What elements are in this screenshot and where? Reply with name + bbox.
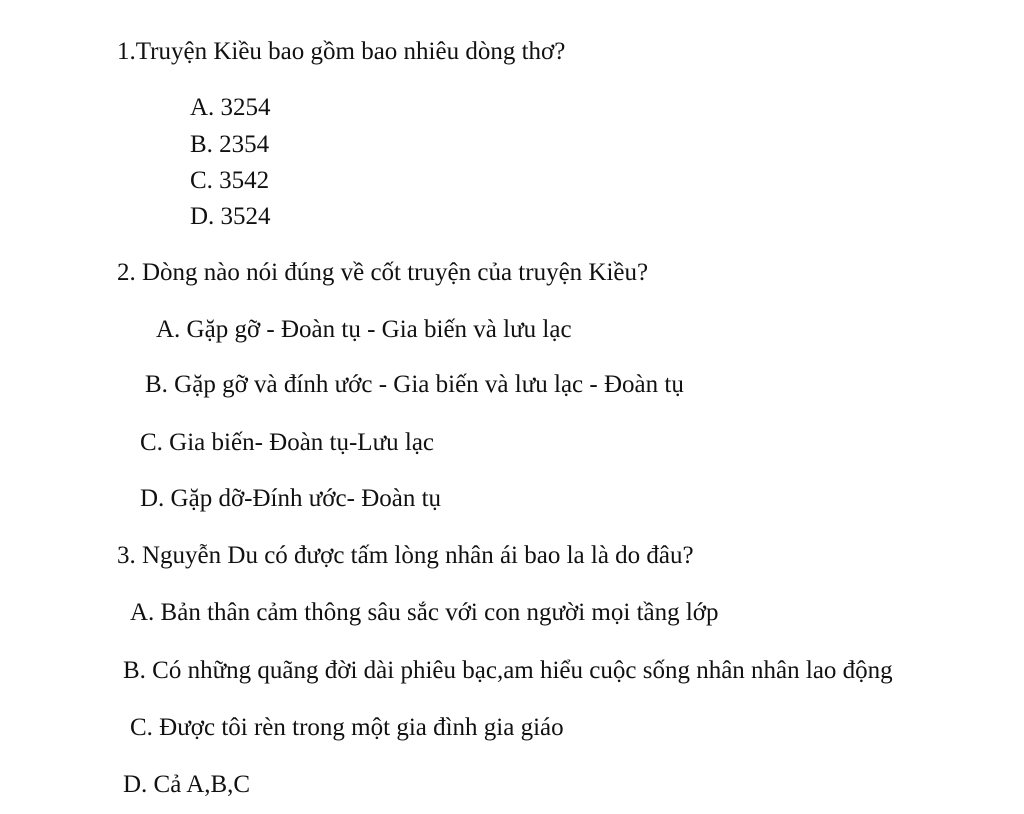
q1-option-d: D. 3524 (190, 203, 271, 230)
q2-option-d: D. Gặp dỡ-Đính ước- Đoàn tụ (140, 485, 442, 512)
question-3: 3. Nguyễn Du có được tấm lòng nhân ái bao la là do đâu? (117, 542, 694, 569)
q2-option-a: A. Gặp gỡ - Đoàn tụ - Gia biến và lưu lạc (156, 316, 572, 343)
q1-option-b: B. 2354 (190, 131, 270, 158)
q2-option-c: C. Gia biến- Đoàn tụ-Lưu lạc (140, 429, 435, 456)
question-2: 2. Dòng nào nói đúng về cốt truyện của truyện Kiều? (117, 259, 649, 286)
q3-option-c: C. Được tôi rèn trong một gia đình gia giáo (130, 714, 564, 741)
q3-option-d: D. Cả A,B,C (123, 771, 251, 798)
q1-option-a: A. 3254 (190, 94, 271, 121)
q2-option-b: B. Gặp gỡ và đính ước - Gia biến và lưu lạc - Đoàn tụ (145, 371, 684, 398)
q1-option-c: C. 3542 (190, 167, 270, 194)
q3-option-a: A. Bản thân cảm thông sâu sắc với con người mọi tầng lớp (130, 599, 719, 626)
q3-option-b: B. Có những quãng đời dài phiêu bạc,am hiểu cuộc sống nhân nhân lao động (123, 657, 893, 684)
question-1: 1.Truyện Kiều bao gồm bao nhiêu dòng thơ? (117, 38, 566, 65)
